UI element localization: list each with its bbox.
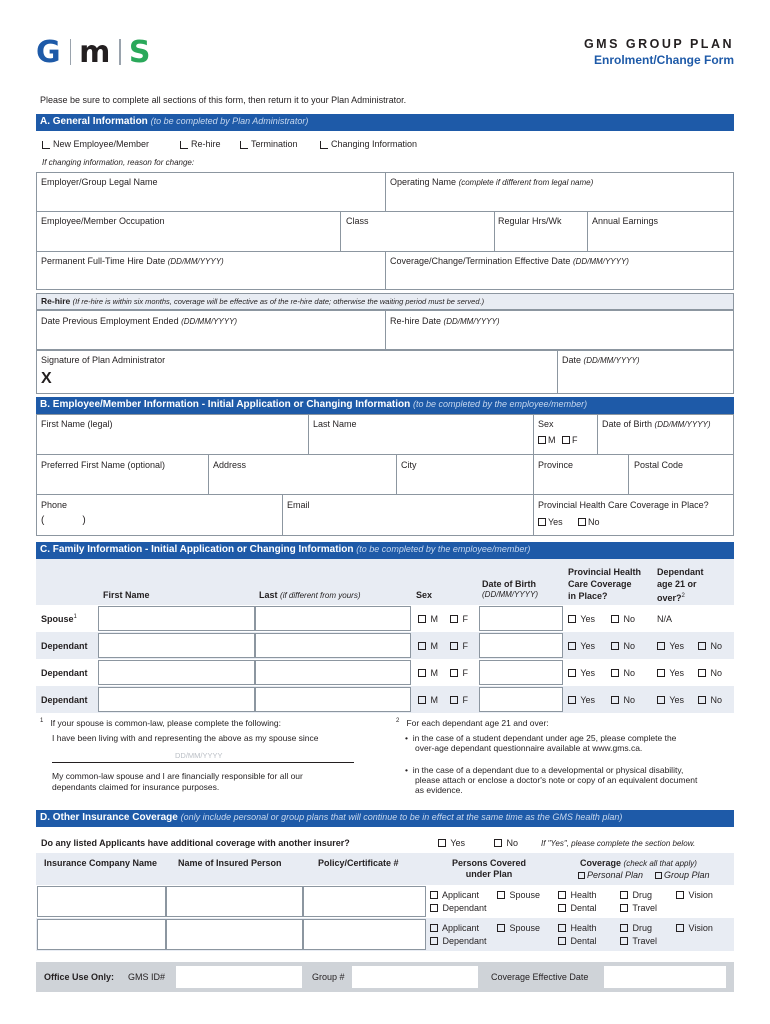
effective-date-field[interactable]: Coverage/Change/Termination Effective Date (DD/MM/YYYY) xyxy=(390,256,629,266)
checkbox-icon[interactable] xyxy=(578,872,585,879)
logo-g: G xyxy=(36,34,62,70)
phc-no-option[interactable]: No xyxy=(611,614,635,624)
dob-input[interactable] xyxy=(479,606,563,631)
gms-id-field[interactable] xyxy=(176,966,302,988)
row-label: Dependant xyxy=(41,641,88,651)
dependant-option[interactable]: Dependant xyxy=(430,936,487,946)
checkbox-icon[interactable] xyxy=(611,615,619,623)
dental-option[interactable]: Dental xyxy=(558,903,597,913)
col-first-name: First Name xyxy=(103,590,150,600)
prev-employment-ended-field[interactable]: Date Previous Employment Ended (DD/MM/YYYY) xyxy=(41,316,238,326)
gms-logo xyxy=(36,36,152,68)
sex-m-option[interactable]: M xyxy=(418,614,438,624)
checkbox-icon[interactable] xyxy=(676,924,684,932)
section-a-title: A. General Information xyxy=(40,116,148,127)
rehire-note: Re-hire (If re-hire is within six months, coverage will be effective as of the re-hire date; otherwise the waiting period must be served.) xyxy=(41,296,485,306)
rehire-date-field[interactable]: Re-hire Date (DD/MM/YYYY) xyxy=(390,316,500,326)
last-name-input[interactable] xyxy=(255,606,411,631)
checkbox-icon[interactable] xyxy=(620,937,628,945)
section-c-title: C. Family Information - Initial Application or Changing Information xyxy=(40,544,354,555)
postal-code-field[interactable]: Postal Code xyxy=(634,460,684,470)
col-dob-format: (DD/MM/YYYY) xyxy=(482,590,538,599)
checkbox-icon[interactable] xyxy=(568,615,576,623)
checkbox-icon[interactable] xyxy=(494,839,502,847)
section-d-note: (only include personal or group plans that will continue to be in effect at the same time as the GMS health plan) xyxy=(180,812,623,822)
gms-id-label: GMS ID# xyxy=(128,972,166,982)
first-name-input[interactable] xyxy=(98,660,255,685)
sex-f-option[interactable]: F xyxy=(450,614,468,624)
company-input[interactable] xyxy=(37,886,166,917)
address-field[interactable]: Address xyxy=(213,460,247,470)
section-b-title: B. Employee/Member Information - Initial Application or Changing Information xyxy=(40,399,411,410)
checkbox-icon[interactable] xyxy=(320,141,328,149)
last-name-field[interactable]: Last Name xyxy=(313,419,357,429)
intro-text: Please be sure to complete all sections of this form, then return it to your Plan Administrator. xyxy=(40,95,407,105)
family-row xyxy=(36,605,734,632)
sex-m-option[interactable]: M xyxy=(418,668,438,678)
travel-option[interactable]: Travel xyxy=(620,936,657,946)
checkbox-icon[interactable] xyxy=(430,904,438,912)
col-last-name: Last (if different from yours) xyxy=(259,590,361,600)
checkbox-icon[interactable] xyxy=(698,669,706,677)
reason-label: If changing information, reason for change: xyxy=(42,158,195,167)
logo-divider xyxy=(70,39,72,65)
checkbox-icon[interactable] xyxy=(430,891,438,899)
row-label: Dependant xyxy=(41,695,88,705)
section-b-fields xyxy=(36,414,734,536)
checkbox-icon[interactable] xyxy=(620,904,628,912)
signature-field[interactable]: X xyxy=(41,370,52,387)
checkbox-icon[interactable] xyxy=(418,669,426,677)
sex-f-option[interactable]: F xyxy=(450,668,468,678)
checkbox-icon[interactable] xyxy=(418,696,426,704)
dep21-no-option[interactable]: No xyxy=(698,695,722,705)
checkbox-icon[interactable] xyxy=(578,518,586,526)
hours-field[interactable]: Regular Hrs/Wk xyxy=(498,216,562,226)
checkbox-icon[interactable] xyxy=(450,669,458,677)
signature-date-field[interactable]: Date (DD/MM/YYYY) xyxy=(562,355,640,365)
checkbox-icon[interactable] xyxy=(430,924,438,932)
sex-f-option[interactable]: F xyxy=(450,695,468,705)
phc-no-option[interactable]: No xyxy=(611,668,635,678)
checkbox-icon[interactable] xyxy=(698,696,706,704)
sex-label: Sex xyxy=(538,419,554,429)
first-name-input[interactable] xyxy=(98,687,255,712)
first-name-input[interactable] xyxy=(98,633,255,658)
first-name-field[interactable]: First Name (legal) xyxy=(41,419,113,429)
occupation-field[interactable]: Employee/Member Occupation xyxy=(41,216,165,226)
section-b-note: (to be completed by the employee/member) xyxy=(412,399,588,409)
checkbox-icon[interactable] xyxy=(568,696,576,704)
other-insurance-yes[interactable]: Yes xyxy=(438,838,465,848)
footnote-1-c: My common-law spouse and I are financially responsible for all our xyxy=(52,771,303,781)
phc-yes-option[interactable]: Yes xyxy=(568,668,595,678)
col-coverage: Coverage (check all that apply) xyxy=(580,858,697,868)
checkbox-icon[interactable] xyxy=(620,924,628,932)
footnote-1: $^1$ If your spouse is common-law, please complete the following: xyxy=(40,718,281,728)
insured-person-input[interactable] xyxy=(166,919,303,950)
phc-no-option[interactable]: No xyxy=(611,641,635,651)
checkbox-icon[interactable] xyxy=(611,642,619,650)
applicant-option[interactable]: Applicant xyxy=(430,923,479,933)
personal-plan-option[interactable]: Personal Plan xyxy=(578,870,643,880)
checkbox-icon[interactable] xyxy=(558,924,566,932)
logo-s: S xyxy=(128,34,152,70)
checkbox-icon[interactable] xyxy=(418,615,426,623)
checkbox-icon[interactable] xyxy=(42,141,50,149)
sex-m-option[interactable]: M xyxy=(538,435,556,445)
last-name-input[interactable] xyxy=(255,660,411,685)
section-c-note: (to be completed by the employee/member) xyxy=(356,544,531,554)
checkbox-icon[interactable] xyxy=(538,436,546,444)
footnote-2-disability: • in the case of a dependant due to a developmental or physical disability, please attach or enclose a doctor's note or copy of an equivalent document as evidence. xyxy=(405,765,698,795)
form-subtitle: Enrolment/Change Form xyxy=(593,53,734,67)
coverage-effective-label: Coverage Effective Date xyxy=(491,972,589,982)
checkbox-icon[interactable] xyxy=(497,891,505,899)
dob-field[interactable]: Date of Birth (DD/MM/YYYY) xyxy=(602,419,711,429)
col-persons: Persons Covered under Plan xyxy=(452,858,527,879)
section-c-header xyxy=(36,542,734,559)
checkbox-icon[interactable] xyxy=(611,669,619,677)
other-insurance-question: Do any listed Applicants have additional coverage with another insurer? xyxy=(41,838,350,848)
col-dob: Date of Birth xyxy=(482,579,536,589)
checkbox-icon[interactable] xyxy=(438,839,446,847)
drug-option[interactable]: Drug xyxy=(620,890,652,900)
insurance-row xyxy=(36,918,734,951)
policy-input[interactable] xyxy=(303,886,426,917)
section-d-title: D. Other Insurance Coverage xyxy=(40,812,178,823)
phc-no-option[interactable]: No xyxy=(611,695,635,705)
email-field[interactable]: Email xyxy=(287,500,310,510)
logo-divider xyxy=(119,39,121,65)
checkbox-icon[interactable] xyxy=(620,891,628,899)
phc-yes-option[interactable]: Yes xyxy=(568,641,595,651)
section-a-note: (to be completed by Plan Administrator) xyxy=(150,116,309,126)
checkbox-icon[interactable] xyxy=(450,696,458,704)
other-insurance-no[interactable]: No xyxy=(494,838,518,848)
signature-label: Signature of Plan Administrator xyxy=(41,355,166,365)
footnote-1-d: dependants claimed for insurance purposes. xyxy=(52,782,220,792)
dep21-no-option[interactable]: No xyxy=(698,668,722,678)
health-option[interactable]: Health xyxy=(558,890,597,900)
dep21-yes-option[interactable]: Yes xyxy=(657,641,684,651)
checkbox-icon[interactable] xyxy=(180,141,188,149)
preferred-name-field[interactable]: Preferred First Name (optional) xyxy=(41,460,166,470)
sex-m-option[interactable]: M xyxy=(418,641,438,651)
vision-option[interactable]: Vision xyxy=(676,923,713,933)
checkbox-icon[interactable] xyxy=(655,872,662,879)
checkbox-icon[interactable] xyxy=(558,937,566,945)
vision-option[interactable]: Vision xyxy=(676,890,713,900)
health-option[interactable]: Health xyxy=(558,923,597,933)
sex-f-option[interactable]: F xyxy=(562,435,578,445)
checkbox-icon[interactable] xyxy=(568,669,576,677)
checkbox-icon[interactable] xyxy=(558,891,566,899)
phc-no-option[interactable]: No xyxy=(578,517,600,527)
form-title: GMS GROUP PLAN xyxy=(583,37,734,51)
dependant-21-na: N/A xyxy=(657,614,673,624)
section-a-header xyxy=(36,114,734,131)
dependant-option[interactable]: Dependant xyxy=(430,903,487,913)
first-name-input[interactable] xyxy=(98,606,255,631)
insured-person-input[interactable] xyxy=(166,886,303,917)
last-name-input[interactable] xyxy=(255,687,411,712)
checkbox-icon[interactable] xyxy=(568,642,576,650)
sex-f-option[interactable]: F xyxy=(450,641,468,651)
option-new-employee[interactable]: New Employee/Member xyxy=(42,139,149,149)
col-dependant-21: Dependant age 21 or over?$^2$ xyxy=(657,567,704,603)
phc-yes-option[interactable]: Yes xyxy=(568,614,595,624)
checkbox-icon[interactable] xyxy=(611,696,619,704)
col-sex: Sex xyxy=(416,590,433,600)
dep21-yes-option[interactable]: Yes xyxy=(657,695,684,705)
common-law-date-field[interactable]: DD/MM/YYYY xyxy=(175,751,223,760)
checkbox-icon[interactable] xyxy=(450,642,458,650)
sex-m-option[interactable]: M xyxy=(418,695,438,705)
checkbox-icon[interactable] xyxy=(676,891,684,899)
group-plan-option[interactable]: Group Plan xyxy=(655,870,710,880)
hire-date-field[interactable]: Permanent Full-Time Hire Date (DD/MM/YYYY) xyxy=(41,256,224,266)
footnote-1-line: I have been living with and representing the above as my spouse since xyxy=(52,733,319,743)
phc-yes-option[interactable]: Yes xyxy=(568,695,595,705)
checkbox-icon[interactable] xyxy=(430,937,438,945)
employer-name-field[interactable]: Employer/Group Legal Name xyxy=(41,177,158,187)
group-number-label: Group # xyxy=(312,972,345,982)
dob-input[interactable] xyxy=(479,660,563,685)
option-changing-info[interactable]: Changing Information xyxy=(320,139,417,149)
family-row xyxy=(36,686,734,713)
option-rehire[interactable]: Re-hire xyxy=(180,139,221,149)
drug-option[interactable]: Drug xyxy=(620,923,652,933)
family-row xyxy=(36,632,734,659)
footnote-2-student: • in the case of a student dependant under age 25, please complete the over-age dependant questionnaire available at www.gms.ca. xyxy=(405,733,677,753)
group-number-field[interactable] xyxy=(352,966,478,988)
city-field[interactable]: City xyxy=(401,460,417,470)
option-termination[interactable]: Termination xyxy=(240,139,298,149)
col-phc: Provincial Health Care Coverage in Place? xyxy=(568,567,642,601)
checkbox-icon[interactable] xyxy=(562,436,570,444)
checkbox-icon[interactable] xyxy=(698,642,706,650)
spouse-option[interactable]: Spouse xyxy=(497,890,540,900)
operating-name-field[interactable]: Operating Name (complete if different from legal name) xyxy=(390,177,594,187)
company-input[interactable] xyxy=(37,919,166,950)
checkbox-icon[interactable] xyxy=(450,615,458,623)
logo-m: m xyxy=(79,34,112,70)
checkbox-icon[interactable] xyxy=(657,642,665,650)
checkbox-icon[interactable] xyxy=(657,696,665,704)
phc-label: Provincial Health Care Coverage in Place? xyxy=(538,500,709,510)
policy-input[interactable] xyxy=(303,919,426,950)
dep21-no-option[interactable]: No xyxy=(698,641,722,651)
checkbox-icon[interactable] xyxy=(418,642,426,650)
phc-yes-option[interactable]: Yes xyxy=(538,517,563,527)
province-field[interactable]: Province xyxy=(538,460,574,470)
row-label: Spouse$^1$ xyxy=(41,614,77,624)
if-yes-note: If "Yes", please complete the section below. xyxy=(541,839,696,848)
section-d-header xyxy=(36,810,734,827)
checkbox-icon[interactable] xyxy=(497,924,505,932)
phone-label: Phone xyxy=(41,500,68,510)
checkbox-icon[interactable] xyxy=(558,904,566,912)
office-use-bar xyxy=(36,962,734,992)
col-insured: Name of Insured Person xyxy=(178,858,282,868)
dental-option[interactable]: Dental xyxy=(558,936,597,946)
family-row xyxy=(36,659,734,686)
dep21-yes-option[interactable]: Yes xyxy=(657,668,684,678)
dob-input[interactable] xyxy=(479,633,563,658)
applicant-option[interactable]: Applicant xyxy=(430,890,479,900)
checkbox-icon[interactable] xyxy=(538,518,546,526)
earnings-field[interactable]: Annual Earnings xyxy=(592,216,659,226)
row-label: Dependant xyxy=(41,668,88,678)
insurance-row xyxy=(36,885,734,918)
travel-option[interactable]: Travel xyxy=(620,903,657,913)
dob-input[interactable] xyxy=(479,687,563,712)
coverage-effective-field[interactable] xyxy=(604,966,726,988)
phone-field[interactable]: ( ) xyxy=(41,515,86,526)
last-name-input[interactable] xyxy=(255,633,411,658)
checkbox-icon[interactable] xyxy=(657,669,665,677)
office-use-label: Office Use Only: xyxy=(44,972,115,982)
checkbox-icon[interactable] xyxy=(240,141,248,149)
spouse-option[interactable]: Spouse xyxy=(497,923,540,933)
col-company: Insurance Company Name xyxy=(44,858,158,868)
col-policy: Policy/Certificate # xyxy=(318,858,399,868)
class-field[interactable]: Class xyxy=(346,216,369,226)
footnote-2: $^2$ For each dependant age 21 and over: xyxy=(396,718,549,728)
section-b-header xyxy=(36,397,734,414)
